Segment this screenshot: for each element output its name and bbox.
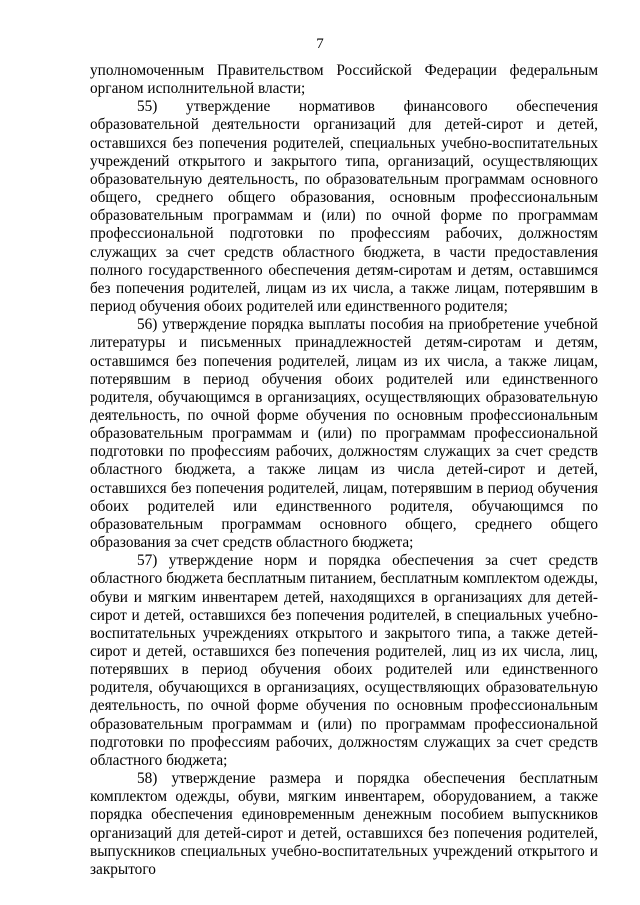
paragraph-item-56: 56) утверждение порядка выплаты пособия на приобретение учебной литературы и письменных принадлежностей детям-сиротам и детям, оставшимся без попечения родителей, лицам из их числа, а также лицам, потерявшим в период обучения обоих родителей или единственного родителя, обучающимся в организациях, осуществляющих образовательную деятельность, по очной форме обучения по основным профессиональным образовательным программам и (или) по программам профессиональной подготовки по профессиям рабочих, должностям служащих за счет средств областного бюджета, а также лицам из числа детей-сирот и детей, оставшихся без попечения родителей, лицам, потерявшим в период обучения обоих родителей или единственного родителя, обучающимся по образовательным программам основного общего, среднего общего образования за счет средств областного бюджета;	[90, 316, 598, 552]
paragraph-continuation: уполномоченным Правительством Российской Федерации федеральным органом исполнительной власти;	[90, 62, 598, 98]
paragraph-item-55: 55) утверждение нормативов финансового обеспечения образовательной деятельности организаций для детей-сирот и детей, оставшихся без попечения родителей, специальных учебно-воспитательных учреждений открытого и закрытого типа, организаций, осуществляющих образовательную деятельность, по образовательным программам основного общего, среднего общего образования, основным профессиональным образовательным программам и (или) по очной форме по программам профессиональной подготовки по профессиям рабочих, должностям служащих за счет средств областного бюджета, в части предоставления полного государственного обеспечения детям-сиротам и детям, оставшимся без попечения родителей, лицам из их числа, а также лицам, потерявшим в период обучения обоих родителей или единственного родителя;	[90, 98, 598, 316]
paragraph-item-57: 57) утверждение норм и порядка обеспечения за счет средств областного бюджета бесплатным питанием, бесплатным комплектом одежды, обуви и мягким инвентарем детей, находящихся в организациях для детей-сирот и детей, оставшихся без попечения родителей, в специальных учебно-воспитательных учреждениях открытого и закрытого типа, а также детей-сирот и детей, оставшихся без попечения родителей, лиц из их числа, лиц, потерявших в период обучения обоих родителей или единственного родителя, обучающихся в организациях, осуществляющих образовательную деятельность, по очной форме обучения по основным профессиональным образовательным программам и (или) по программам профессиональной подготовки по профессиям рабочих, должностям служащих за счет средств областного бюджета;	[90, 552, 598, 769]
paragraph-item-58: 58) утверждение размера и порядка обеспечения бесплатным комплектом одежды, обуви, мягким инвентарем, оборудованием, а также порядка обеспечения единовременным денежным пособием выпускников организаций для детей-сирот и детей, оставшихся без попечения родителей, выпускников специальных учебно-воспитательных учреждений открытого и закрытого	[90, 770, 598, 878]
page-number: 7	[316, 36, 324, 52]
document-body	[90, 62, 598, 879]
